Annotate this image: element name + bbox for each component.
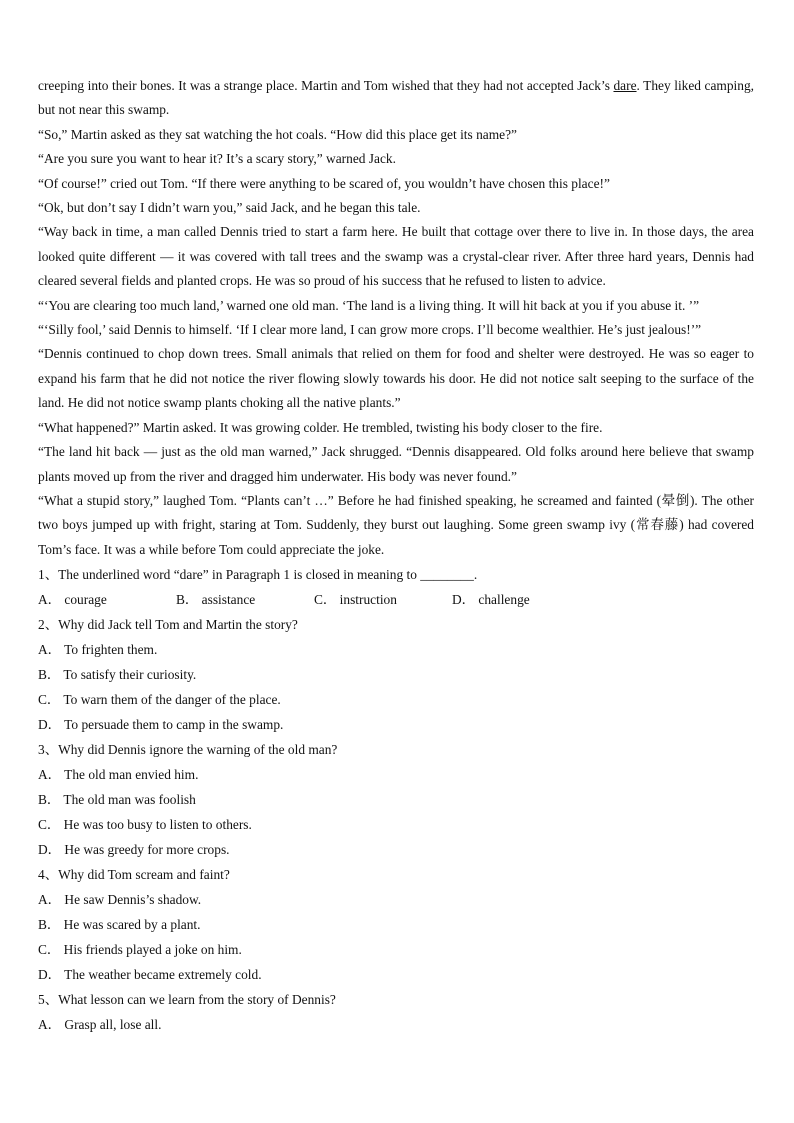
option-a[interactable]: A． He saw Dennis’s shadow. — [38, 892, 202, 908]
document-page — [38, 74, 754, 1037]
question-1 — [38, 562, 754, 612]
question-4 — [38, 862, 754, 987]
passage-paragraph-5: “Ok, but don’t say I didn’t warn you,” said Jack, and he began this tale. — [38, 200, 421, 216]
option-b[interactable]: B． He was scared by a plant. — [38, 917, 201, 933]
question-stem: 5、What lesson can we learn from the story of Dennis? — [38, 992, 336, 1008]
passage-paragraph-10: “What happened?” Martin asked. It was growing colder. He trembled, twisting his body closer to the fire. — [38, 419, 603, 435]
option-d[interactable]: D． The weather became extremely cold. — [38, 967, 262, 983]
passage-paragraph-3: “Are you sure you want to hear it? It’s a scary story,” warned Jack. — [38, 151, 396, 167]
answer-options — [38, 587, 754, 612]
option-b[interactable]: B． To satisfy their curiosity. — [38, 667, 197, 683]
option-a[interactable]: A． Grasp all, lose all. — [38, 1017, 162, 1033]
question-stem: 3、Why did Dennis ignore the warning of the old man? — [38, 742, 338, 758]
option-b[interactable]: B． assistance — [176, 592, 256, 608]
passage-paragraph-6: “Way back in time, a man called Dennis tried to start a farm here. He built that cottage over there to live in. In those days, the area looked quite different — it was covered with tall trees and the swamp was a crystal-clear river. After three hard years, Dennis had cleared several fields and planted crops. He was so proud of his success that he refused to listen to advice. — [38, 224, 754, 289]
option-d[interactable]: D． He was greedy for more crops. — [38, 842, 230, 858]
option-a[interactable]: A． courage — [38, 592, 107, 608]
passage-paragraph-8: “‘Silly fool,’ said Dennis to himself. ‘If I clear more land, I can grow more crops. I’ll become wealthier. He’s just jealous!’” — [38, 322, 702, 338]
question-stem: 1、The underlined word “dare” in Paragraph 1 is closed in meaning to ________. — [38, 567, 478, 583]
passage-paragraph-2: “So,” Martin asked as they sat watching the hot coals. “How did this place get its name?” — [38, 126, 517, 142]
underlined-word-dare: dare — [613, 78, 637, 93]
option-c[interactable]: C． To warn them of the danger of the place. — [38, 692, 281, 708]
passage-paragraph-1: creeping into their bones. It was a strange place. Martin and Tom wished that they had not accepted Jack’s dare. They liked camping, but not near this swamp. — [38, 78, 754, 118]
option-d[interactable]: D． To persuade them to camp in the swamp. — [38, 717, 284, 733]
question-2 — [38, 612, 754, 737]
question-5 — [38, 987, 754, 1037]
question-stem: 4、Why did Tom scream and faint? — [38, 867, 230, 883]
question-3 — [38, 737, 754, 862]
option-c[interactable]: C． His friends played a joke on him. — [38, 942, 242, 958]
option-a[interactable]: A． To frighten them. — [38, 642, 158, 658]
option-b[interactable]: B． The old man was foolish — [38, 792, 196, 808]
passage-paragraph-4: “Of course!” cried out Tom. “If there were anything to be scared of, you wouldn’t have chosen this place!” — [38, 175, 610, 191]
option-d[interactable]: D． challenge — [452, 592, 530, 608]
question-stem: 2、Why did Jack tell Tom and Martin the story? — [38, 617, 298, 633]
passage-paragraph-9: “Dennis continued to chop down trees. Small animals that relied on them for food and shelter were destroyed. He was so eager to expand his farm that he did not notice the river flowing slowly towards his door. He did not notice salt seeping to the surface of the land. He did not notice swamp plants choking all the native plants.” — [38, 346, 754, 411]
option-c[interactable]: C． He was too busy to listen to others. — [38, 817, 252, 833]
option-a[interactable]: A． The old man envied him. — [38, 767, 199, 783]
passage-paragraph-11: “The land hit back — just as the old man warned,” Jack shrugged. “Dennis disappeared. Old folks around here believe that swamp plants moved up from the river and dragged him underwater. His body was never found.” — [38, 444, 754, 484]
question-list — [38, 562, 754, 1037]
reading-passage — [38, 74, 754, 562]
passage-paragraph-7: “‘You are clearing too much land,’ warned one old man. ‘The land is a living thing. It will hit back at you if you abuse it. ’” — [38, 297, 700, 313]
option-c[interactable]: C． instruction — [314, 592, 397, 608]
passage-paragraph-12: “What a stupid story,” laughed Tom. “Plants can’t …” Before he had finished speaking, he screamed and fainted (晕倒). The other two boys jumped up with fright, staring at Tom. Suddenly, they burst out laughing. Some green swamp ivy (常春藤) had covered Tom’s face. It was a while before Tom could appreciate the joke. — [38, 492, 754, 557]
